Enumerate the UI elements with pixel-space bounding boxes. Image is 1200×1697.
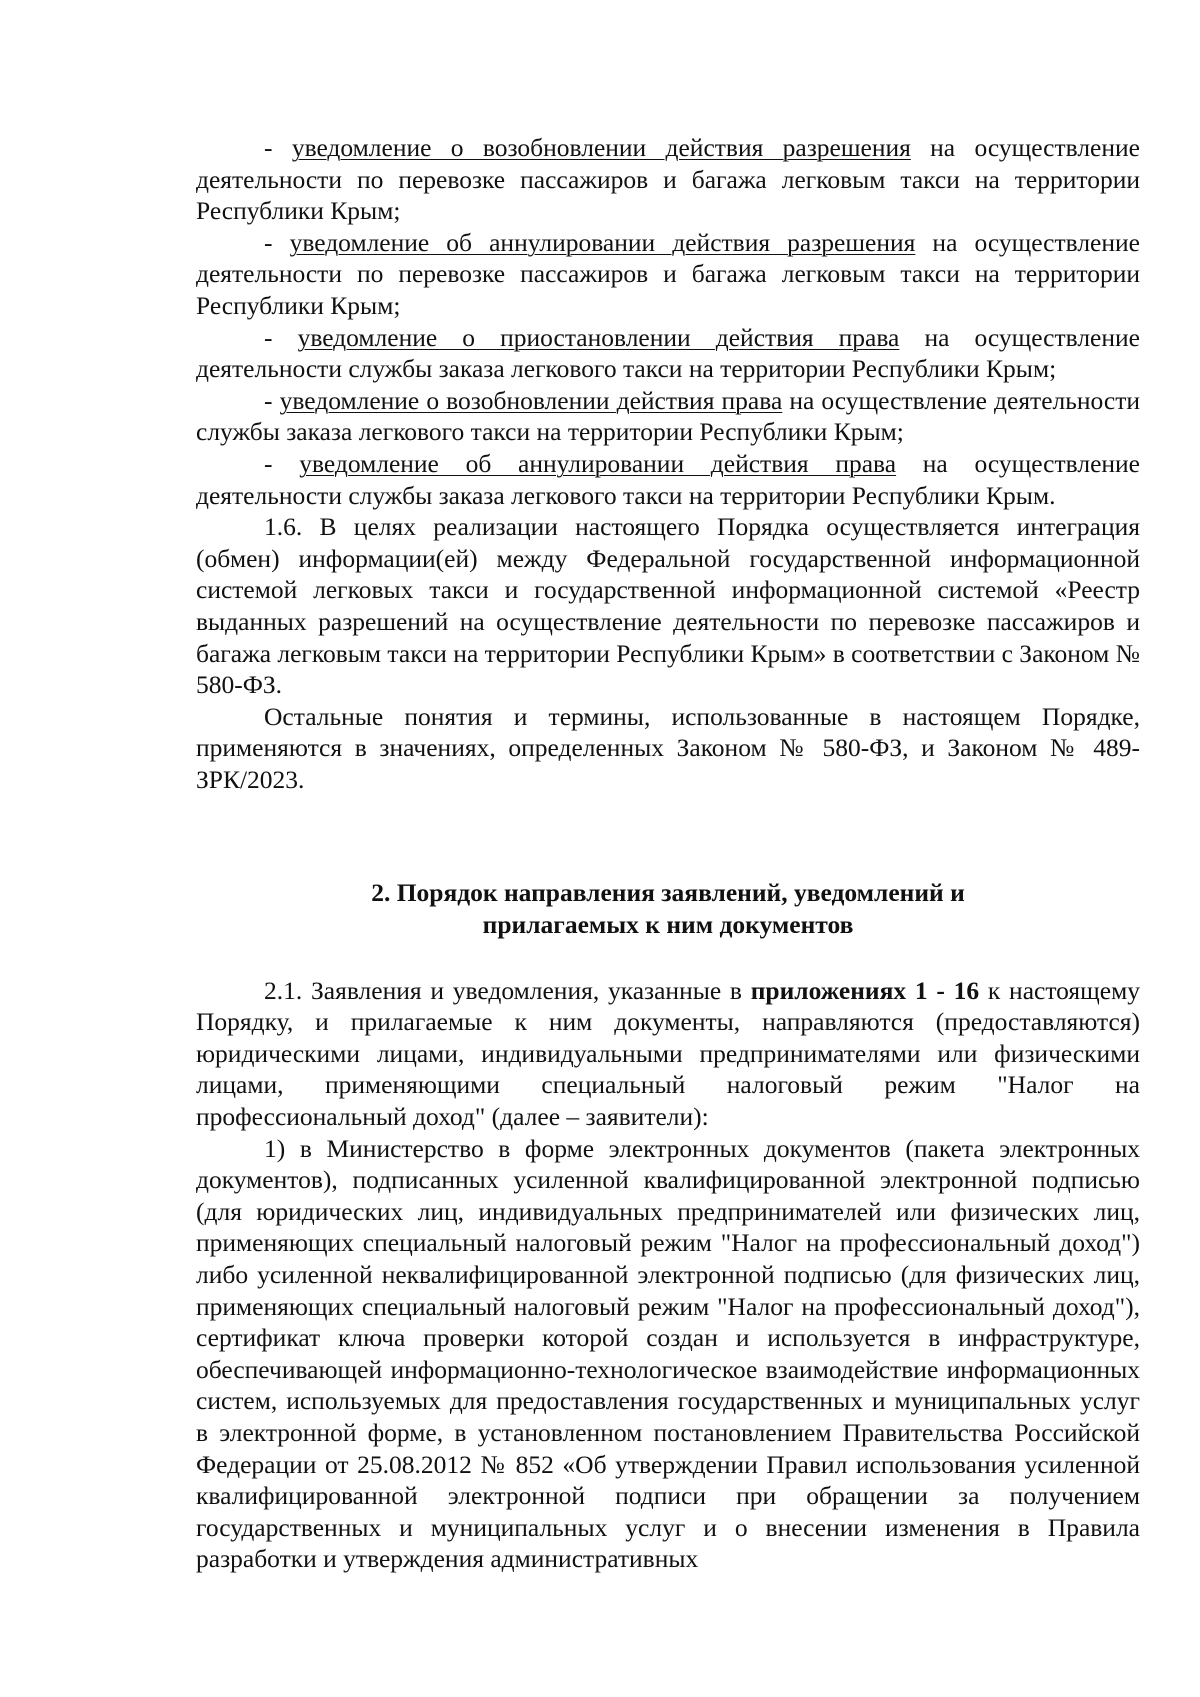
paragraph-2-1 xyxy=(196,975,1140,1133)
bullet-dash: - xyxy=(264,322,298,352)
document-page xyxy=(196,132,1140,1575)
bullet-paragraph-5 xyxy=(196,448,1140,511)
bullet-underlined-term: уведомление о приостановлении действия права xyxy=(297,322,900,352)
bullet-text: на осуществление деятельности службы заказа легкового такси на территории Республики Крым; xyxy=(196,385,1141,447)
bullet-underlined-term: уведомление об аннулировании действия разрешения xyxy=(289,227,916,257)
heading-spacer xyxy=(196,941,1140,975)
paragraph-2-1-end: к настоящему Порядку, и прилагаемые к ним документы, направляются (предоставляются) юридическими лицами, индивидуальными предпринимателями или физическими лицами, применяющими специальный налоговый режим "Налог на профессиональный доход" (далее – заявители): xyxy=(196,975,1140,1132)
bullet-paragraph-2 xyxy=(196,227,1140,322)
bullet-dash: - xyxy=(264,133,292,162)
bullet-underlined-term: уведомление об аннулировании действия права xyxy=(299,448,897,478)
bullet-paragraph-3 xyxy=(196,322,1140,385)
appendix-reference: приложениях 1 - 16 xyxy=(750,975,980,1005)
bullet-underlined-term: уведомление о возобновлении действия права xyxy=(279,385,783,415)
bullet-text: на осуществление деятельности по перевозке пассажиров и багажа легковым такси на территории Республики Крым; xyxy=(196,227,1140,320)
paragraph-1-6: 1.6. В целях реализации настоящего Порядка осуществляется интеграция (обмен) информации(ей) между Федеральной государственной информационной системой легковых такси и государственной информационной системой «Реестр выданных разрешений на осуществление деятельности по перевозке пассажиров и багажа легковым такси на территории Республики Крым» в соответствии с Законом № 580-ФЗ. xyxy=(196,512,1140,700)
bullet-paragraph-4 xyxy=(196,385,1140,448)
paragraph-item-1: 1) в Министерство в форме электронных документов (пакета электронных документов), подписанных усиленной квалифицированной электронной подписью (для юридических лиц, индивидуальных предпринимателей или физических лиц, применяющих специальный налоговый режим "Налог на профессиональный доход") либо усиленной неквалифицированной электронной подписью (для физических лиц, применяющих специальный налоговый режим "Налог на профессиональный доход"), сертификат ключа проверки которой создан и используется в инфраструктуре, обеспечивающей информационно-технологическое взаимодействие информационных систем, используемых для предоставления государственных и муниципальных услуг в электронной форме, в установленном постановлением Правительства Российской Федерации от 25.08.2012 № 852 «Об утверждении Правил использования усиленной квалифицированной электронной подписи при обращении за получением государственных и муниципальных услуг и о внесении изменения в Правила разработки и утверждения административных xyxy=(196,1133,1140,1574)
bullet-text: на осуществление деятельности службы заказа легкового такси на территории Республики Крым. xyxy=(196,448,1140,510)
paragraph-2-1-start: 2.1. Заявления и уведомления, указанные в xyxy=(264,975,751,1005)
bullet-text: на осуществление деятельности по перевозке пассажиров и багажа легковым такси на территории Республики Крым; xyxy=(196,133,1140,226)
bullet-dash: - xyxy=(264,227,290,257)
section-spacer xyxy=(196,795,1140,877)
paragraph-terms: Остальные понятия и термины, использованные в настоящем Порядке, применяются в значениях, определенных Законом № 580-ФЗ, и Законом № 489-ЗРК/2023. xyxy=(196,701,1140,794)
bullet-dash: - xyxy=(264,385,280,415)
section-heading-line-1: 2. Порядок направления заявлений, уведомлений и xyxy=(371,878,965,908)
bullet-underlined-term: уведомление о возобновлении действия разрешения xyxy=(291,133,911,162)
section-heading-line-2: прилагаемых к ним документов xyxy=(482,910,854,940)
bullet-text: на осуществление деятельности службы заказа легкового такси на территории Республики Крым; xyxy=(196,322,1140,384)
bullet-dash: - xyxy=(264,448,300,478)
bullet-paragraph-1 xyxy=(196,132,1140,227)
